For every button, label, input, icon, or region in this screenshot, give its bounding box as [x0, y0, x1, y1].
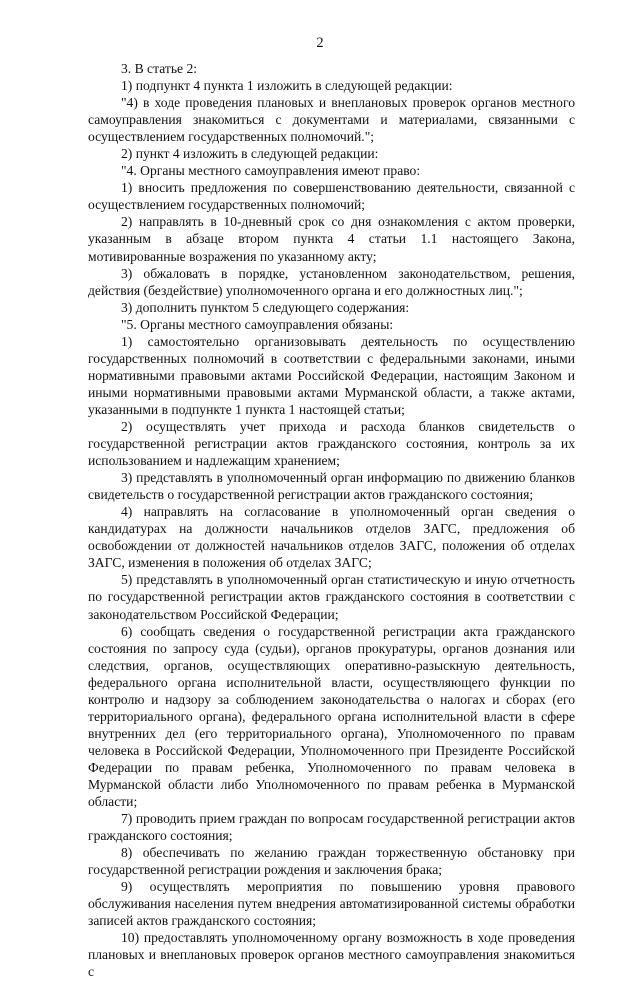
paragraph: "4) в ходе проведения плановых и внеплановых проверок органов местного самоуправления знакомиться с документами и материалами, связанными с осуществлением государственных полномочий."; — [88, 95, 575, 145]
paragraph: 1) вносить предложения по совершенствованию деятельности, связанной с осуществлением государственных полномочий; — [88, 180, 575, 213]
document-body — [88, 60, 575, 981]
paragraph: "5. Органы местного самоуправления обязаны: — [121, 316, 394, 332]
paragraph: 2) направлять в 10-дневный срок со дня ознакомления с актом проверки, указанным в абзаце втором пункта 4 статьи 1.1 настоящего Закона, мотивированные возражения по указанному акту; — [88, 214, 575, 264]
paragraph: 10) предоставлять уполномоченному органу возможность в ходе проведения плановых и внеплановых проверок органов местного самоуправления знакомиться с — [88, 930, 575, 980]
paragraph: "4. Органы местного самоуправления имеют право: — [121, 163, 421, 179]
paragraph: 1) самостоятельно организовывать деятельность по осуществлению государственных полномочий в соответствии с федеральными законами, иными нормативными правовыми актами Российской Федерации, настоящим Законом и иными нормативными правовыми актами Мурманской области, а также актами, указанными в подпункте 1 пункта 1 настоящей статьи; — [88, 333, 575, 417]
paragraph: 2) осуществлять учет прихода и расхода бланков свидетельств о государственной регистрации актов гражданского состояния, контроль за их использованием и надлежащим хранением; — [88, 418, 575, 469]
paragraph: 1) подпункт 4 пункта 1 изложить в следующей редакции: — [121, 78, 453, 94]
paragraph: 8) обеспечивать по желанию граждан торжественную обстановку при государственной регистрации рождения и заключения брака; — [88, 845, 575, 878]
paragraph: 3) представлять в уполномоченный орган информацию по движению бланков свидетельств о государственной регистрации актов гражданского состояния; — [88, 470, 575, 503]
paragraph: 6) сообщать сведения о государственной регистрации акта гражданского состояния по запросу суда (судьи), органов прокуратуры, органов дознания или следствия, органов, осуществляющих оперативно-разыскную деятельность, федерального органа исполнительной власти, осуществляющего функции по контролю и надзору за соблюдением законодательства о налогах и сборах (его территориального органа), федерального органа исполнительной власти в сфере внутренних дел (его территориального органа), Уполномоченного по правам человека в Российской Федерации, Уполномоченного при Президенте Российской Федерации по правам ребенка, Уполномоченного по правам человека в Мурманской области либо Уполномоченного по правам ребенка в Мурманской области; — [88, 623, 575, 810]
paragraph: 9) осуществлять мероприятия по повышению уровня правового обслуживания населения путем внедрения автоматизированной системы обработки записей актов гражданского состояния; — [88, 879, 575, 929]
page-number: 2 — [316, 35, 324, 51]
paragraph: 3) обжаловать в порядке, установленном законодательством, решения, действия (бездействие) уполномоченного органа и его должностных лиц."; — [88, 265, 575, 298]
paragraph: 2) пункт 4 изложить в следующей редакции: — [121, 146, 379, 162]
paragraph: 4) направлять на согласование в уполномоченный орган сведения о кандидатурах на должности начальников отделов ЗАГС, предложения об освобождении от должностей начальников отделов ЗАГС, положения об отделах ЗАГС, изменения в положения об отделах ЗАГС; — [88, 504, 575, 571]
paragraph: 7) проводить прием граждан по вопросам государственной регистрации актов гражданского состояния; — [88, 811, 575, 844]
paragraph: 5) представлять в уполномоченный орган статистическую и иную отчетность по государственной регистрации актов гражданского состояния в соответствии с законодательством Российской Федерации; — [88, 572, 575, 622]
paragraph: 3) дополнить пунктом 5 следующего содержания: — [121, 299, 410, 315]
section-heading: 3. В статье 2: — [121, 61, 198, 76]
